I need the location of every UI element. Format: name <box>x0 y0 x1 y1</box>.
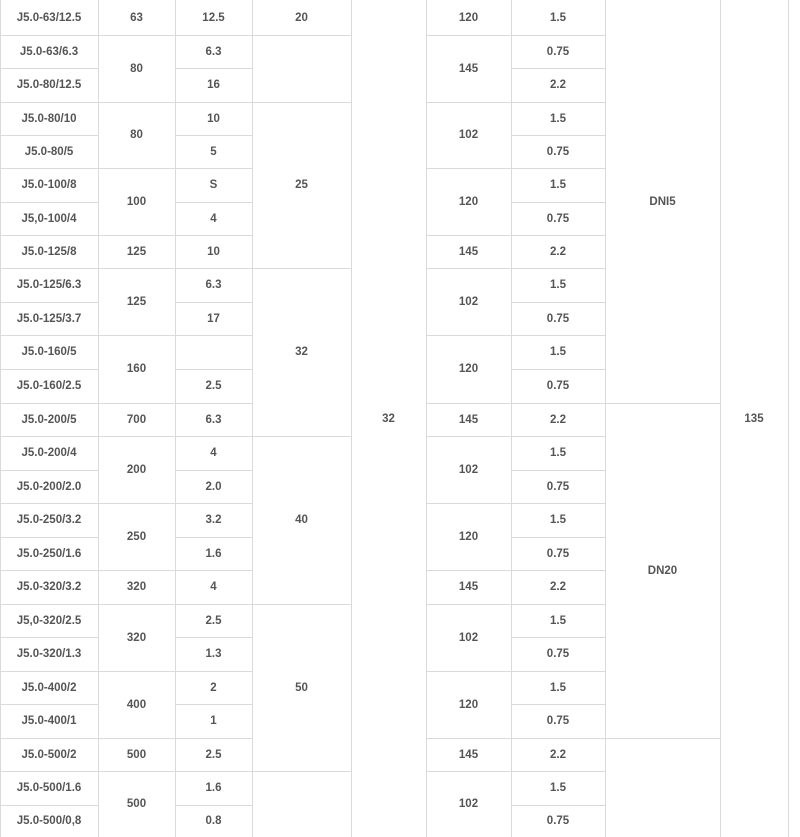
power-cell: 1.5 <box>550 11 566 24</box>
power-cell: 0.75 <box>546 815 570 827</box>
power-cell: 2.2 <box>550 79 566 91</box>
model-cell: J5.0-80/5 <box>24 145 74 158</box>
power-cell: 1.5 <box>550 782 566 794</box>
stroke-cell: 32 <box>382 412 395 425</box>
capacity-cell: 320 <box>126 631 147 644</box>
pressure-cell: 6.3 <box>205 45 222 58</box>
power-cell: 0.75 <box>546 380 570 392</box>
dimension-cell: 102 <box>458 798 479 810</box>
capacity-cell: 80 <box>130 62 143 75</box>
capacity-cell: 400 <box>126 698 147 711</box>
capacity-cell: 500 <box>126 748 147 761</box>
power-cell: 1.5 <box>550 112 566 125</box>
dimension-cell: 102 <box>458 463 479 476</box>
plunger-cell: 50 <box>295 681 308 694</box>
capacity-cell: 500 <box>126 798 147 810</box>
model-cell: J5.0-125/8 <box>21 245 77 258</box>
pressure-cell: 5 <box>210 145 217 158</box>
model-cell: J5.0-63/6.3 <box>19 45 79 58</box>
capacity-cell: 250 <box>126 530 147 543</box>
pressure-cell: S <box>209 179 218 191</box>
power-cell: 0.75 <box>546 715 570 727</box>
pressure-cell <box>175 335 252 369</box>
model-cell: J5.0-63/12.5 <box>16 11 82 24</box>
model-cell: J5,0-320/2.5 <box>16 614 82 627</box>
pressure-cell: 1.6 <box>205 782 222 794</box>
plunger-cell: 40 <box>295 514 308 526</box>
plunger-cell: 32 <box>295 346 308 358</box>
pressure-cell: 1.6 <box>205 547 222 560</box>
model-cell: J5.0-400/1 <box>21 715 77 727</box>
model-cell: J5.0-160/2.5 <box>16 380 82 392</box>
pressure-cell: 1 <box>210 715 217 727</box>
pressure-cell: 2 <box>210 681 217 694</box>
model-cell: J5.0-125/6.3 <box>16 279 82 291</box>
pressure-cell: 16 <box>207 79 220 91</box>
capacity-cell: 320 <box>126 581 147 593</box>
power-cell: 1.5 <box>550 614 566 627</box>
pressure-cell: 4 <box>210 581 217 593</box>
power-cell: 0.75 <box>546 45 570 58</box>
dimension-cell: 120 <box>458 363 479 375</box>
model-cell: J5.0-500/2 <box>21 748 77 761</box>
dimension-cell: 102 <box>458 631 479 644</box>
model-cell: J5.0-320/3.2 <box>16 581 82 593</box>
capacity-cell: 63 <box>130 11 143 24</box>
dimension-cell: 120 <box>458 698 479 711</box>
power-cell: 0.75 <box>546 212 570 225</box>
power-cell: 1.5 <box>550 681 566 694</box>
dimension-cell: 120 <box>458 195 479 208</box>
pressure-cell: 10 <box>207 112 220 125</box>
pressure-cell: 2.0 <box>205 480 222 493</box>
model-cell: J5.0-320/1.3 <box>16 648 82 660</box>
pressure-cell: 6.3 <box>205 413 222 426</box>
model-cell: J5.0-200/5 <box>21 413 77 426</box>
power-cell: 0.75 <box>546 480 570 493</box>
power-cell: 2.2 <box>550 413 566 426</box>
power-cell: 0.75 <box>546 648 570 660</box>
capacity-cell: 125 <box>126 295 147 308</box>
model-cell: J5.0-200/4 <box>21 447 77 459</box>
power-cell: 0.75 <box>546 312 570 325</box>
capacity-cell: 100 <box>126 195 147 208</box>
model-cell: J5.0-80/10 <box>21 112 77 125</box>
dimension-cell: 102 <box>458 295 479 308</box>
dimension-cell: 120 <box>458 11 479 24</box>
capacity-cell: 200 <box>126 463 147 476</box>
dimension-cell: 145 <box>458 413 479 426</box>
pressure-cell: 6.3 <box>205 279 222 291</box>
connection-cell: DN20 <box>647 564 678 577</box>
power-cell: 1.5 <box>550 346 566 358</box>
capacity-cell: 125 <box>126 245 147 258</box>
pressure-cell: 2.5 <box>205 748 222 761</box>
dimension-cell: 120 <box>458 530 479 543</box>
plunger-cell: 25 <box>295 179 308 191</box>
model-cell: J5.0-250/3.2 <box>16 514 82 526</box>
pressure-cell: 12.5 <box>202 11 225 24</box>
capacity-cell: 80 <box>130 129 143 141</box>
power-cell: 2.2 <box>550 581 566 593</box>
pressure-cell: 10 <box>207 245 220 258</box>
dimension-cell: 145 <box>458 62 479 75</box>
pressure-cell: 2.5 <box>205 380 222 392</box>
capacity-cell: 700 <box>126 413 147 426</box>
power-cell: 1.5 <box>550 279 566 291</box>
model-cell: J5.0-160/5 <box>21 346 77 358</box>
dimension-cell: 145 <box>458 748 479 761</box>
pressure-cell: 4 <box>210 212 217 225</box>
pressure-cell: 0.8 <box>205 815 222 827</box>
model-cell: J5.0-250/1.6 <box>16 547 82 560</box>
model-cell: J5.0-100/8 <box>21 179 77 191</box>
pressure-cell: 1.3 <box>205 648 222 660</box>
power-cell: 2.2 <box>550 748 566 761</box>
connection-cell: DNI5 <box>649 195 676 208</box>
pressure-cell: 4 <box>210 447 217 459</box>
model-cell: J5.0-500/0,8 <box>16 815 82 827</box>
power-cell: 0.75 <box>546 145 570 158</box>
model-cell: J5.0-80/12.5 <box>16 79 82 91</box>
model-cell: J5.0-400/2 <box>21 681 77 694</box>
model-cell: J5.0-125/3.7 <box>16 312 82 325</box>
capacity-cell: 160 <box>126 363 147 375</box>
pressure-cell: 17 <box>207 312 220 325</box>
power-cell: 1.5 <box>550 447 566 459</box>
dimension-cell: 102 <box>458 129 479 141</box>
dimension-cell: 145 <box>458 245 479 258</box>
power-cell: 1.5 <box>550 179 566 191</box>
power-cell: 1.5 <box>550 514 566 526</box>
height-cell: 135 <box>744 412 764 425</box>
power-cell: 0.75 <box>546 547 570 560</box>
pressure-cell: 3.2 <box>205 514 222 526</box>
model-cell: J5.0-200/2.0 <box>16 480 82 493</box>
plunger-cell: 20 <box>295 11 308 24</box>
pressure-cell: 2.5 <box>205 614 222 627</box>
power-cell: 2.2 <box>550 245 566 258</box>
model-cell: J5,0-100/4 <box>21 212 77 225</box>
dimension-cell: 145 <box>458 581 479 593</box>
model-cell: J5.0-500/1.6 <box>16 782 82 794</box>
